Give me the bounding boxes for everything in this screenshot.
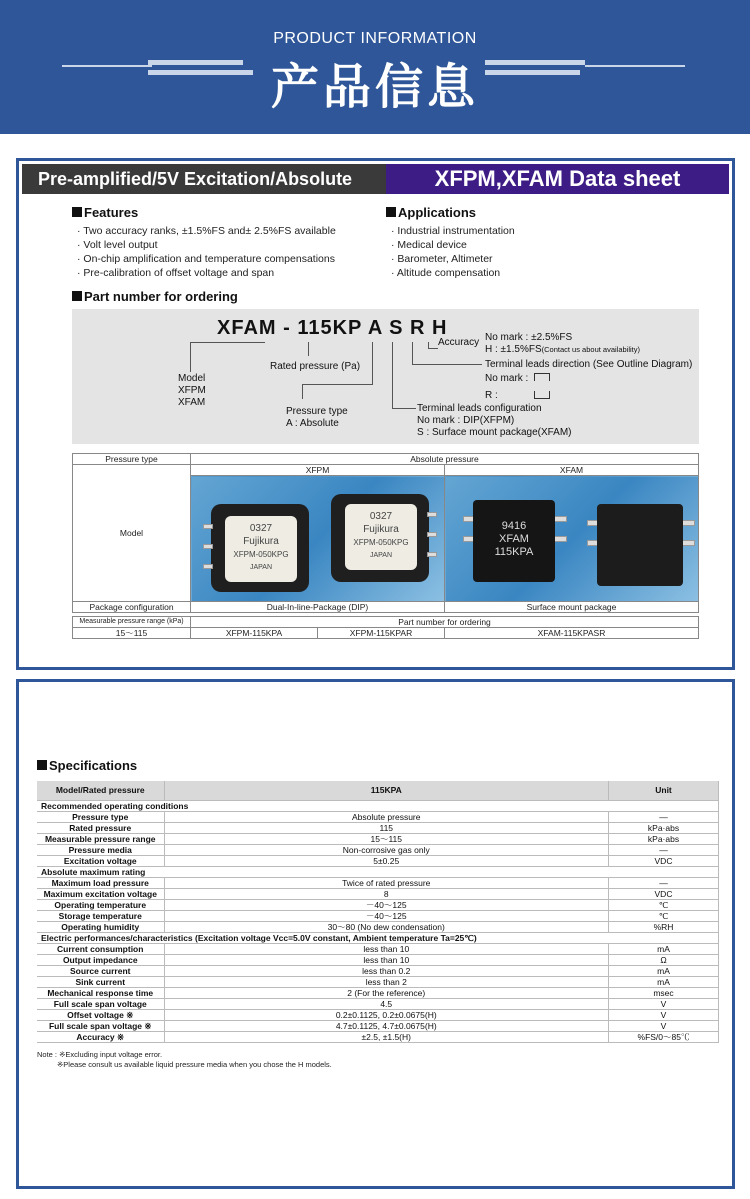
cell-xfam: XFAM <box>445 465 699 476</box>
chip-text: 0327 <box>249 523 273 534</box>
features-title: Features <box>72 205 138 220</box>
model-label: Model <box>178 373 206 384</box>
spec-row <box>37 844 719 855</box>
chip-text: Fujikura <box>363 524 399 535</box>
spec-name: Full scale span voltage ※ <box>37 1020 164 1031</box>
spec-unit: — <box>609 844 719 855</box>
spec-unit: V <box>609 1009 719 1020</box>
spec-group-row <box>37 800 719 811</box>
chip-label-1 <box>225 516 297 582</box>
spec-name: Pressure media <box>37 844 164 855</box>
lead-up-icon <box>534 373 550 381</box>
spec-row <box>37 998 719 1009</box>
application-item: · Industrial instrumentation <box>391 225 515 237</box>
spec-unit: mA <box>609 943 719 954</box>
spec-note-1: Note : ※Excluding input voltage error. <box>37 1050 163 1059</box>
spec-name: Operating temperature <box>37 899 164 910</box>
spec-name: Mechanical response time <box>37 987 164 998</box>
accuracy-nomark: No mark : ±2.5%FS <box>485 332 573 343</box>
application-item: · Medical device <box>391 239 467 251</box>
pin <box>203 524 213 529</box>
spec-row <box>37 921 719 932</box>
lead-down-icon <box>534 391 550 399</box>
part-number-diagram <box>72 309 699 444</box>
spec-row <box>37 877 719 888</box>
pin <box>203 544 213 549</box>
cell-pkg-label: Package configuration <box>73 602 191 613</box>
smd-chip-1 <box>473 500 555 582</box>
feature-item: · Pre-calibration of offset voltage and span <box>77 267 275 279</box>
header-right: XFPM,XFAM Data sheet <box>386 164 729 194</box>
feature-item: · On-chip amplification and temperature compensations <box>77 253 335 265</box>
spec-name: Pressure type <box>37 811 164 822</box>
spec-name: Operating humidity <box>37 921 164 932</box>
smd-chip-2 <box>597 504 683 586</box>
spec-value: 5±0.25 <box>164 855 609 866</box>
applications-title: Applications <box>386 205 476 220</box>
spec-unit: ℃ <box>609 910 719 921</box>
pin <box>427 552 437 557</box>
top-banner <box>0 0 750 134</box>
spec-value: 15～115 <box>164 833 609 844</box>
spec-name: Source current <box>37 965 164 976</box>
spec-group-label: Electric performances/characteristics (Excitation voltage Vcc=5.0V constant, Ambient temperature Ta=25℃) <box>37 932 719 943</box>
spec-name: Output impedance <box>37 954 164 965</box>
spec-name: Full scale span voltage <box>37 998 164 1009</box>
pin <box>553 536 567 542</box>
specifications-title: Specifications <box>37 758 137 773</box>
terminal-config-label: Terminal leads configuration <box>417 403 542 414</box>
chip-text: 115KPA <box>494 546 534 558</box>
leader-line <box>372 342 373 384</box>
spec-row <box>37 987 719 998</box>
spec-row <box>37 811 719 822</box>
pin <box>427 512 437 517</box>
leader-line <box>392 408 416 409</box>
accuracy-h: H : ±1.5%FS(Contact us about availability) <box>485 344 641 355</box>
chip-text: Fujikura <box>243 536 279 547</box>
spec-value: 0.2±0.1125, 0.2±0.0675(H) <box>164 1009 609 1020</box>
chip-label-2 <box>345 504 417 570</box>
spec-row <box>37 1020 719 1031</box>
spec-unit: VDC <box>609 888 719 899</box>
pressure-type-a: A : Absolute <box>286 418 339 429</box>
leader-line <box>392 342 393 408</box>
ordering-table <box>72 616 699 639</box>
spec-row <box>37 1031 719 1042</box>
spec-unit: Ω <box>609 954 719 965</box>
leader-line <box>308 342 309 356</box>
spec-value: Twice of rated pressure <box>164 877 609 888</box>
spec-table <box>37 781 719 1043</box>
spec-value: －40～125 <box>164 899 609 910</box>
pin <box>681 520 695 526</box>
model-xfam: XFAM <box>178 397 206 408</box>
spec-row <box>37 910 719 921</box>
spec-row <box>37 888 719 899</box>
spec-value: 2 (For the reference) <box>164 987 609 998</box>
leader-line <box>412 364 482 365</box>
model-table <box>72 453 699 613</box>
spec-row <box>37 1009 719 1020</box>
cell-pn-label: Part number for ordering <box>191 617 699 628</box>
spec-name: Sink current <box>37 976 164 987</box>
model-xfpm: XFPM <box>178 385 206 396</box>
specifications-panel <box>16 679 735 1189</box>
spec-value: Non-corrosive gas only <box>164 844 609 855</box>
cell-smd: Surface mount package <box>445 602 699 613</box>
spec-name: Offset voltage ※ <box>37 1009 164 1020</box>
chip-text: XFAM <box>499 533 529 545</box>
cell-pn2: XFPM-115KPAR <box>318 628 445 639</box>
spec-row <box>37 899 719 910</box>
spec-unit: %FS/0～85℃ <box>609 1031 719 1042</box>
spec-name: Maximum excitation voltage <box>37 888 164 899</box>
datasheet-panel <box>16 158 735 670</box>
spec-value: less than 10 <box>164 943 609 954</box>
spec-unit: V <box>609 998 719 1009</box>
spec-head-model: Model/Rated pressure <box>37 781 164 800</box>
feature-item: · Two accuracy ranks, ±1.5%FS and± 2.5%FS available <box>77 225 336 237</box>
spec-group-label: Absolute maximum rating <box>37 866 719 877</box>
leader-line <box>302 384 303 399</box>
cell-xfpm: XFPM <box>191 465 445 476</box>
spec-value: 4.7±0.1125, 4.7±0.0675(H) <box>164 1020 609 1031</box>
spec-value: less than 2 <box>164 976 609 987</box>
spec-name: Maximum load pressure <box>37 877 164 888</box>
spec-row <box>37 855 719 866</box>
cell-pn3: XFAM-115KPASR <box>445 628 699 639</box>
spec-value: Absolute pressure <box>164 811 609 822</box>
spec-unit: ℃ <box>609 899 719 910</box>
cell-model: Model <box>73 465 191 602</box>
chip-text: JAPAN <box>369 552 393 559</box>
chip-text: XFPM-050KPG <box>353 538 409 547</box>
spec-row <box>37 965 719 976</box>
spec-head-value: 115KPA <box>164 781 609 800</box>
spec-name: Current consumption <box>37 943 164 954</box>
spec-name: Storage temperature <box>37 910 164 921</box>
cell-dip: Dual-In-line-Package (DIP) <box>191 602 445 613</box>
spec-value: －40～125 <box>164 910 609 921</box>
spec-name: Measurable pressure range <box>37 833 164 844</box>
spec-unit: kPa·abs <box>609 822 719 833</box>
application-item: · Barometer, Altimeter <box>391 253 493 265</box>
spec-unit: — <box>609 811 719 822</box>
header-left: Pre-amplified/5V Excitation/Absolute <box>22 164 386 194</box>
spec-group-label: Recommended operating conditions <box>37 800 719 811</box>
accuracy-label: Accuracy <box>438 337 480 348</box>
spec-unit: VDC <box>609 855 719 866</box>
chip-text: XFPM-050KPG <box>233 550 289 559</box>
spec-unit: mA <box>609 965 719 976</box>
part-code: XFAM - 115KP A S R H <box>217 317 448 339</box>
spec-value: 8 <box>164 888 609 899</box>
banner-title-cn: 产品信息 <box>270 59 479 115</box>
xfam-photo <box>445 476 699 602</box>
leader-line <box>190 342 230 343</box>
cell-range: 15～115 <box>73 628 191 639</box>
pin <box>681 540 695 546</box>
leader-line <box>428 348 438 349</box>
direction-r: R : <box>485 390 498 401</box>
spec-head-unit: Unit <box>609 781 719 800</box>
chip-text: 0327 <box>369 511 393 522</box>
spec-value: less than 0.2 <box>164 965 609 976</box>
config-s: S : Surface mount package(XFAM) <box>417 427 572 438</box>
spec-group-row <box>37 866 719 877</box>
spec-value: 4.5 <box>164 998 609 1009</box>
spec-value: 30～80 (No dew condensation) <box>164 921 609 932</box>
feature-item: · Volt level output <box>77 239 158 251</box>
chip-text: JAPAN <box>249 564 273 571</box>
pressure-type-label: Pressure type <box>286 406 348 417</box>
cell-range-label: Measurable pressure range (kPa) <box>73 617 191 628</box>
spec-name: Excitation voltage <box>37 855 164 866</box>
spec-group-row <box>37 932 719 943</box>
spec-row <box>37 822 719 833</box>
direction-nomark: No mark : <box>485 373 529 384</box>
config-nomark: No mark : DIP(XFPM) <box>417 415 515 426</box>
spec-name: Accuracy ※ <box>37 1031 164 1042</box>
cell-pressure-type: Pressure type <box>73 454 191 465</box>
cell-absolute: Absolute pressure <box>191 454 699 465</box>
pin <box>203 564 213 569</box>
pin <box>553 516 567 522</box>
xfpm-photo <box>191 476 445 602</box>
terminal-direction-label: Terminal leads direction (See Outline Diagram) <box>485 359 693 370</box>
cell-pn1: XFPM-115KPA <box>191 628 318 639</box>
spec-unit: mA <box>609 976 719 987</box>
spec-value: 115 <box>164 822 609 833</box>
banner-title-en: PRODUCT INFORMATION <box>273 30 477 47</box>
spec-header-row <box>37 781 719 800</box>
spec-row <box>37 954 719 965</box>
spec-unit: V <box>609 1020 719 1031</box>
ordering-title: Part number for ordering <box>72 289 238 304</box>
spec-note-2: ※Please consult us available liquid pressure media when you chose the H models. <box>57 1060 332 1069</box>
leader-line <box>302 384 373 385</box>
spec-value: less than 10 <box>164 954 609 965</box>
spec-row <box>37 976 719 987</box>
spec-unit: kPa·abs <box>609 833 719 844</box>
spec-name: Rated pressure <box>37 822 164 833</box>
chip-text: 9416 <box>501 520 527 532</box>
application-item: · Altitude compensation <box>391 267 501 279</box>
spec-unit: %RH <box>609 921 719 932</box>
rated-pressure-label: Rated pressure (Pa) <box>270 361 361 372</box>
spec-value: ±2.5, ±1.5(H) <box>164 1031 609 1042</box>
pin <box>427 532 437 537</box>
leader-line <box>190 342 191 372</box>
spec-unit: msec <box>609 987 719 998</box>
leader-line <box>412 342 413 364</box>
spec-unit: — <box>609 877 719 888</box>
spec-row <box>37 943 719 954</box>
spec-row <box>37 833 719 844</box>
